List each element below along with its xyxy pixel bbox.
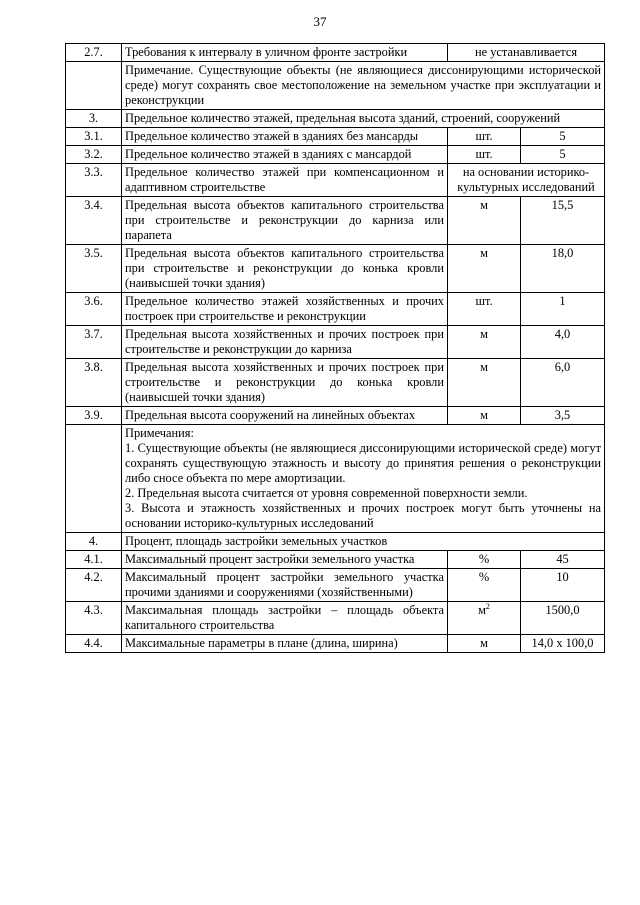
section-row — [66, 533, 605, 551]
row-number: 3.2. — [66, 146, 122, 164]
row-description: Предельная высота хозяйственных и прочих построек при строительстве и реконструкции до конька кровли (наивысшей точки здания) — [122, 359, 448, 407]
row-unit — [448, 407, 521, 425]
row-number: 4.2. — [66, 569, 122, 602]
row-value: 10 — [521, 569, 605, 602]
row-value: 4,0 — [521, 326, 605, 359]
regulations-table — [65, 43, 605, 653]
note-text — [122, 62, 605, 110]
unit-text: м — [480, 636, 488, 650]
row-description: Максимальный процент застройки земельного участка прочими зданиями и сооружениями (хозяйственными) — [122, 569, 448, 602]
note-line: 1. Существующие объекты (не являющиеся диссонирующими исторической среде) могут сохранять существующую этажность и высоту до принятия решения о реконструкции либо сносе объекта по мере амортизации. — [125, 441, 602, 485]
row-number: 4.1. — [66, 551, 122, 569]
row-number — [66, 425, 122, 533]
row-number — [66, 62, 122, 110]
row-description: Предельная высота объектов капитального строительства при строительстве и реконструкции до конька кровли (наивысшей точки здания) — [122, 245, 448, 293]
row-description: Предельное количество этажей в зданиях без мансарды — [122, 128, 448, 146]
row-number: 4.3. — [66, 602, 122, 635]
table-row — [66, 146, 605, 164]
note-line: 3. Высота и этажность хозяйственных и прочих построек могут быть уточнены на основании историко-культурных исследований — [125, 501, 602, 530]
row-value: 18,0 — [521, 245, 605, 293]
row-unit — [448, 197, 521, 245]
table-row — [66, 326, 605, 359]
row-value: 5 — [521, 128, 605, 146]
row-description: Предельное количество этажей в зданиях с мансардой — [122, 146, 448, 164]
row-number: 3.3. — [66, 164, 122, 197]
table-row — [66, 551, 605, 569]
row-number: 3.9. — [66, 407, 122, 425]
section-title: Процент, площадь застройки земельных участков — [122, 533, 605, 551]
row-number: 3.6. — [66, 293, 122, 326]
section-row — [66, 110, 605, 128]
page-number: 37 — [313, 14, 327, 29]
note-text — [122, 425, 605, 533]
note-row — [66, 62, 605, 110]
row-value: не устанавливается — [448, 44, 605, 62]
row-unit — [448, 569, 521, 602]
note-line: Примечания: — [125, 426, 194, 440]
row-value: 5 — [521, 146, 605, 164]
row-value: на основании историко-культурных исследований — [448, 164, 605, 197]
table-row — [66, 407, 605, 425]
note-line: Примечание. Существующие объекты (не являющиеся диссонирующими исторической среде) могут сохранять свое местоположение на земельном участке при эксплуатации и реконструкции — [125, 63, 602, 107]
row-unit — [448, 146, 521, 164]
unit-text: м — [480, 246, 488, 260]
row-unit — [448, 602, 521, 635]
row-unit — [448, 326, 521, 359]
table-row — [66, 359, 605, 407]
section-title: Предельное количество этажей, предельная высота зданий, строений, сооружений — [122, 110, 605, 128]
table-row — [66, 569, 605, 602]
note-row — [66, 425, 605, 533]
row-unit — [448, 245, 521, 293]
row-description: Предельная высота хозяйственных и прочих построек при строительстве и реконструкции до карниза — [122, 326, 448, 359]
table-row — [66, 44, 605, 62]
row-number: 3.7. — [66, 326, 122, 359]
unit-text: м — [480, 327, 488, 341]
table-row — [66, 635, 605, 653]
row-value: 15,5 — [521, 197, 605, 245]
row-description: Предельное количество этажей при компенсационном и адаптивном строительстве — [122, 164, 448, 197]
row-value: 45 — [521, 551, 605, 569]
unit-superscript: 2 — [485, 601, 490, 611]
row-unit — [448, 551, 521, 569]
row-number: 3. — [66, 110, 122, 128]
row-number: 3.5. — [66, 245, 122, 293]
row-value: 6,0 — [521, 359, 605, 407]
table-row — [66, 602, 605, 635]
row-description: Предельная высота объектов капитального строительства при строительстве и реконструкции до карниза или парапета — [122, 197, 448, 245]
row-unit — [448, 359, 521, 407]
table-row — [66, 197, 605, 245]
unit-text: % — [478, 570, 490, 584]
row-unit — [448, 293, 521, 326]
row-description: Максимальные параметры в плане (длина, ширина) — [122, 635, 448, 653]
row-description: Максимальный процент застройки земельного участка — [122, 551, 448, 569]
table-row — [66, 293, 605, 326]
unit-text: м — [480, 198, 488, 212]
row-number: 3.1. — [66, 128, 122, 146]
row-value: 1500,0 — [521, 602, 605, 635]
row-description: Требования к интервалу в уличном фронте застройки — [122, 44, 448, 62]
row-value: 3,5 — [521, 407, 605, 425]
unit-text: м — [480, 360, 488, 374]
unit-text: м — [480, 408, 488, 422]
unit-text: % — [478, 552, 490, 566]
row-unit — [448, 128, 521, 146]
unit-text: шт. — [475, 294, 493, 308]
row-number: 4. — [66, 533, 122, 551]
row-number: 3.4. — [66, 197, 122, 245]
row-description: Предельное количество этажей хозяйственных и прочих построек при строительстве и реконструкции — [122, 293, 448, 326]
table-row — [66, 164, 605, 197]
note-line: 2. Предельная высота считается от уровня современной поверхности земли. — [125, 486, 528, 500]
row-unit — [448, 635, 521, 653]
row-value: 1 — [521, 293, 605, 326]
row-number: 4.4. — [66, 635, 122, 653]
unit-text: шт. — [475, 129, 493, 143]
unit-text: м — [478, 603, 486, 617]
table-row — [66, 128, 605, 146]
row-description: Максимальная площадь застройки – площадь объекта капитального строительства — [122, 602, 448, 635]
unit-text: шт. — [475, 147, 493, 161]
row-number: 2.7. — [66, 44, 122, 62]
row-description: Предельная высота сооружений на линейных объектах — [122, 407, 448, 425]
row-number: 3.8. — [66, 359, 122, 407]
table-row — [66, 245, 605, 293]
row-value: 14,0 х 100,0 — [521, 635, 605, 653]
